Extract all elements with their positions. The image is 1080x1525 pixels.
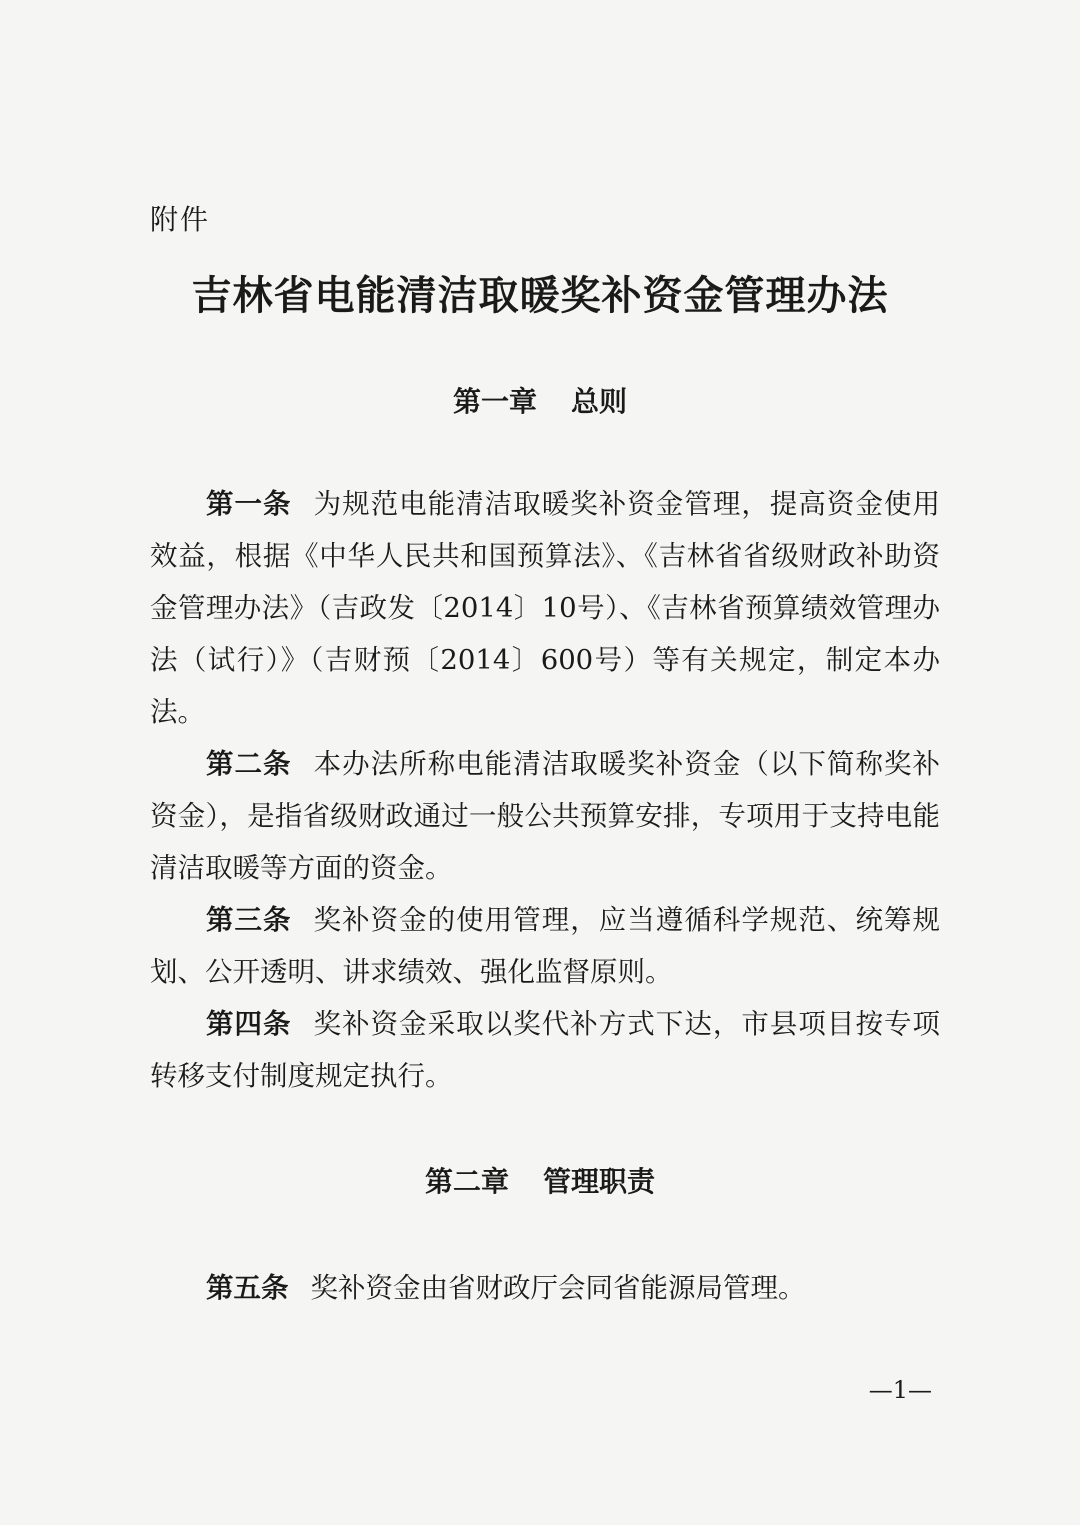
article-number: 第五条 [206,1272,289,1304]
chapter-name: 总则 [571,385,628,418]
article-number: 第三条 [206,904,292,936]
article [150,1262,940,1314]
article-number: 第一条 [206,488,292,520]
page-number: —1— [868,1376,932,1404]
article-text: 奖补资金由省财政厅会同省能源局管理。 [310,1272,806,1304]
article [150,738,940,894]
article-text: 奖补资金的使用管理，应当遵循科学规范、统筹规划、公开透明、讲求绩效、强化监督原则。 [150,904,940,988]
article [150,998,940,1102]
article-text: 奖补资金采取以奖代补方式下达，市县项目按专项转移支付制度规定执行。 [150,1008,940,1092]
article-text: 为规范电能清洁取暖奖补资金管理，提高资金使用效益，根据《中华人民共和国预算法》、《吉林省省级财政补助资金管理办法》（吉政发〔2014〕10号）、《吉林省预算绩效管理办法（试行）》（吉财预〔2014〕600号）等有关规定，制定本办法。 [150,488,940,728]
chapter-2-articles [150,1262,940,1314]
chapter-number: 第一章 [452,385,537,418]
chapter-number: 第二章 [424,1165,509,1198]
attachment-label: 附件 [150,203,211,236]
chapter-name: 管理职责 [543,1165,656,1198]
chapter-1-articles [150,478,940,1102]
article-number: 第四条 [206,1008,292,1040]
chapter-heading-2 [0,1162,1080,1202]
chapter-heading-1 [0,382,1080,422]
article [150,894,940,998]
article-text: 本办法所称电能清洁取暖奖补资金（以下简称奖补资金），是指省级财政通过一般公共预算安排，专项用于支持电能清洁取暖等方面的资金。 [150,748,940,884]
article-number: 第二条 [206,748,292,780]
document-title: 吉林省电能清洁取暖奖补资金管理办法 [191,273,889,319]
article [150,478,940,738]
